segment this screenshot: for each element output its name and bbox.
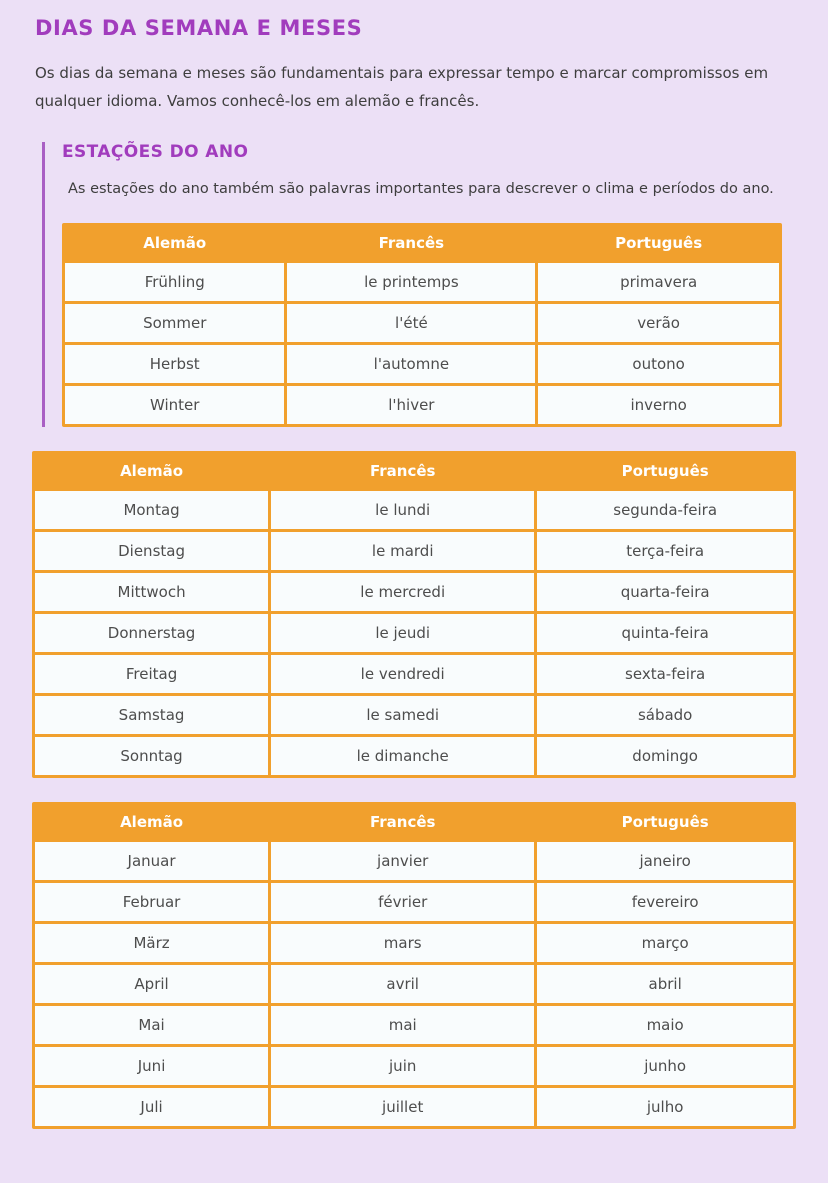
table-row bbox=[35, 696, 793, 734]
table-cell: Juni bbox=[35, 1047, 268, 1085]
table-cell: avril bbox=[271, 965, 534, 1003]
days-table-block bbox=[32, 451, 796, 778]
table-row bbox=[35, 1047, 793, 1085]
table-cell: março bbox=[537, 924, 793, 962]
table-cell: le dimanche bbox=[271, 737, 534, 775]
table-cell: mars bbox=[271, 924, 534, 962]
section-paragraph: As estações do ano também são palavras importantes para descrever o clima e períodos do ano. bbox=[68, 180, 774, 197]
table-cell: Mai bbox=[35, 1006, 268, 1044]
table-row bbox=[35, 965, 793, 1003]
table-cell: sexta-feira bbox=[537, 655, 793, 693]
column-header: Português bbox=[537, 454, 793, 488]
column-header: Francês bbox=[287, 226, 535, 260]
table-row bbox=[35, 1006, 793, 1044]
months-table-block bbox=[32, 802, 796, 1129]
column-header: Português bbox=[537, 805, 793, 839]
days-of-week-table bbox=[32, 451, 796, 778]
table-row bbox=[35, 842, 793, 880]
table-cell: quinta-feira bbox=[537, 614, 793, 652]
table-cell: verão bbox=[538, 304, 779, 342]
table-row bbox=[35, 1088, 793, 1126]
table-row bbox=[35, 924, 793, 962]
column-header: Francês bbox=[271, 454, 534, 488]
table-cell: le samedi bbox=[271, 696, 534, 734]
table-cell: März bbox=[35, 924, 268, 962]
table-cell: junho bbox=[537, 1047, 793, 1085]
table-cell: julho bbox=[537, 1088, 793, 1126]
table-cell: le vendredi bbox=[271, 655, 534, 693]
table-cell: Juli bbox=[35, 1088, 268, 1126]
table-cell: juin bbox=[271, 1047, 534, 1085]
table-row bbox=[35, 491, 793, 529]
table-cell: mai bbox=[271, 1006, 534, 1044]
table-cell: Frühling bbox=[65, 263, 284, 301]
table-cell: l'hiver bbox=[287, 386, 535, 424]
table-cell: le mercredi bbox=[271, 573, 534, 611]
table-cell: inverno bbox=[538, 386, 779, 424]
seasons-table bbox=[62, 223, 782, 427]
table-row bbox=[65, 263, 779, 301]
table-cell: Freitag bbox=[35, 655, 268, 693]
table-cell: janeiro bbox=[537, 842, 793, 880]
table-cell: janvier bbox=[271, 842, 534, 880]
table-cell: le mardi bbox=[271, 532, 534, 570]
column-header: Francês bbox=[271, 805, 534, 839]
table-cell: fevereiro bbox=[537, 883, 793, 921]
table-cell: juillet bbox=[271, 1088, 534, 1126]
table-row bbox=[65, 304, 779, 342]
table-cell: Sommer bbox=[65, 304, 284, 342]
page-title: DIAS DA SEMANA E MESES bbox=[35, 16, 363, 40]
table-row bbox=[65, 386, 779, 424]
table-cell: le jeudi bbox=[271, 614, 534, 652]
table-cell: le lundi bbox=[271, 491, 534, 529]
column-header: Alemão bbox=[35, 805, 268, 839]
table-cell: quarta-feira bbox=[537, 573, 793, 611]
table-header-row bbox=[35, 454, 793, 488]
table-row bbox=[35, 532, 793, 570]
column-header: Alemão bbox=[35, 454, 268, 488]
table-cell: outono bbox=[538, 345, 779, 383]
table-cell: maio bbox=[537, 1006, 793, 1044]
table-row bbox=[35, 883, 793, 921]
months-table bbox=[32, 802, 796, 1129]
section-title: ESTAÇÕES DO ANO bbox=[62, 141, 249, 162]
table-cell: domingo bbox=[537, 737, 793, 775]
table-cell: Januar bbox=[35, 842, 268, 880]
table-cell: segunda-feira bbox=[537, 491, 793, 529]
table-cell: Samstag bbox=[35, 696, 268, 734]
table-cell: Winter bbox=[65, 386, 284, 424]
table-cell: Herbst bbox=[65, 345, 284, 383]
table-row bbox=[35, 655, 793, 693]
table-row bbox=[35, 573, 793, 611]
table-header-row bbox=[65, 226, 779, 260]
section-estacoes-do-ano bbox=[42, 142, 796, 427]
table-cell: Mittwoch bbox=[35, 573, 268, 611]
table-cell: primavera bbox=[538, 263, 779, 301]
table-cell: février bbox=[271, 883, 534, 921]
table-cell: abril bbox=[537, 965, 793, 1003]
table-cell: Montag bbox=[35, 491, 268, 529]
table-cell: l'été bbox=[287, 304, 535, 342]
table-row bbox=[35, 737, 793, 775]
table-cell: April bbox=[35, 965, 268, 1003]
table-cell: Sonntag bbox=[35, 737, 268, 775]
table-header-row bbox=[35, 805, 793, 839]
table-cell: Dienstag bbox=[35, 532, 268, 570]
table-cell: terça-feira bbox=[537, 532, 793, 570]
column-header: Português bbox=[538, 226, 779, 260]
table-row bbox=[35, 614, 793, 652]
table-cell: sábado bbox=[537, 696, 793, 734]
table-cell: Februar bbox=[35, 883, 268, 921]
table-row bbox=[65, 345, 779, 383]
column-header: Alemão bbox=[65, 226, 284, 260]
table-cell: l'automne bbox=[287, 345, 535, 383]
table-cell: le printemps bbox=[287, 263, 535, 301]
table-cell: Donnerstag bbox=[35, 614, 268, 652]
intro-paragraph: Os dias da semana e meses são fundamentais para expressar tempo e marcar compromissos em qualquer idioma. Vamos conhecê-los em alemão e francês. bbox=[35, 64, 769, 110]
